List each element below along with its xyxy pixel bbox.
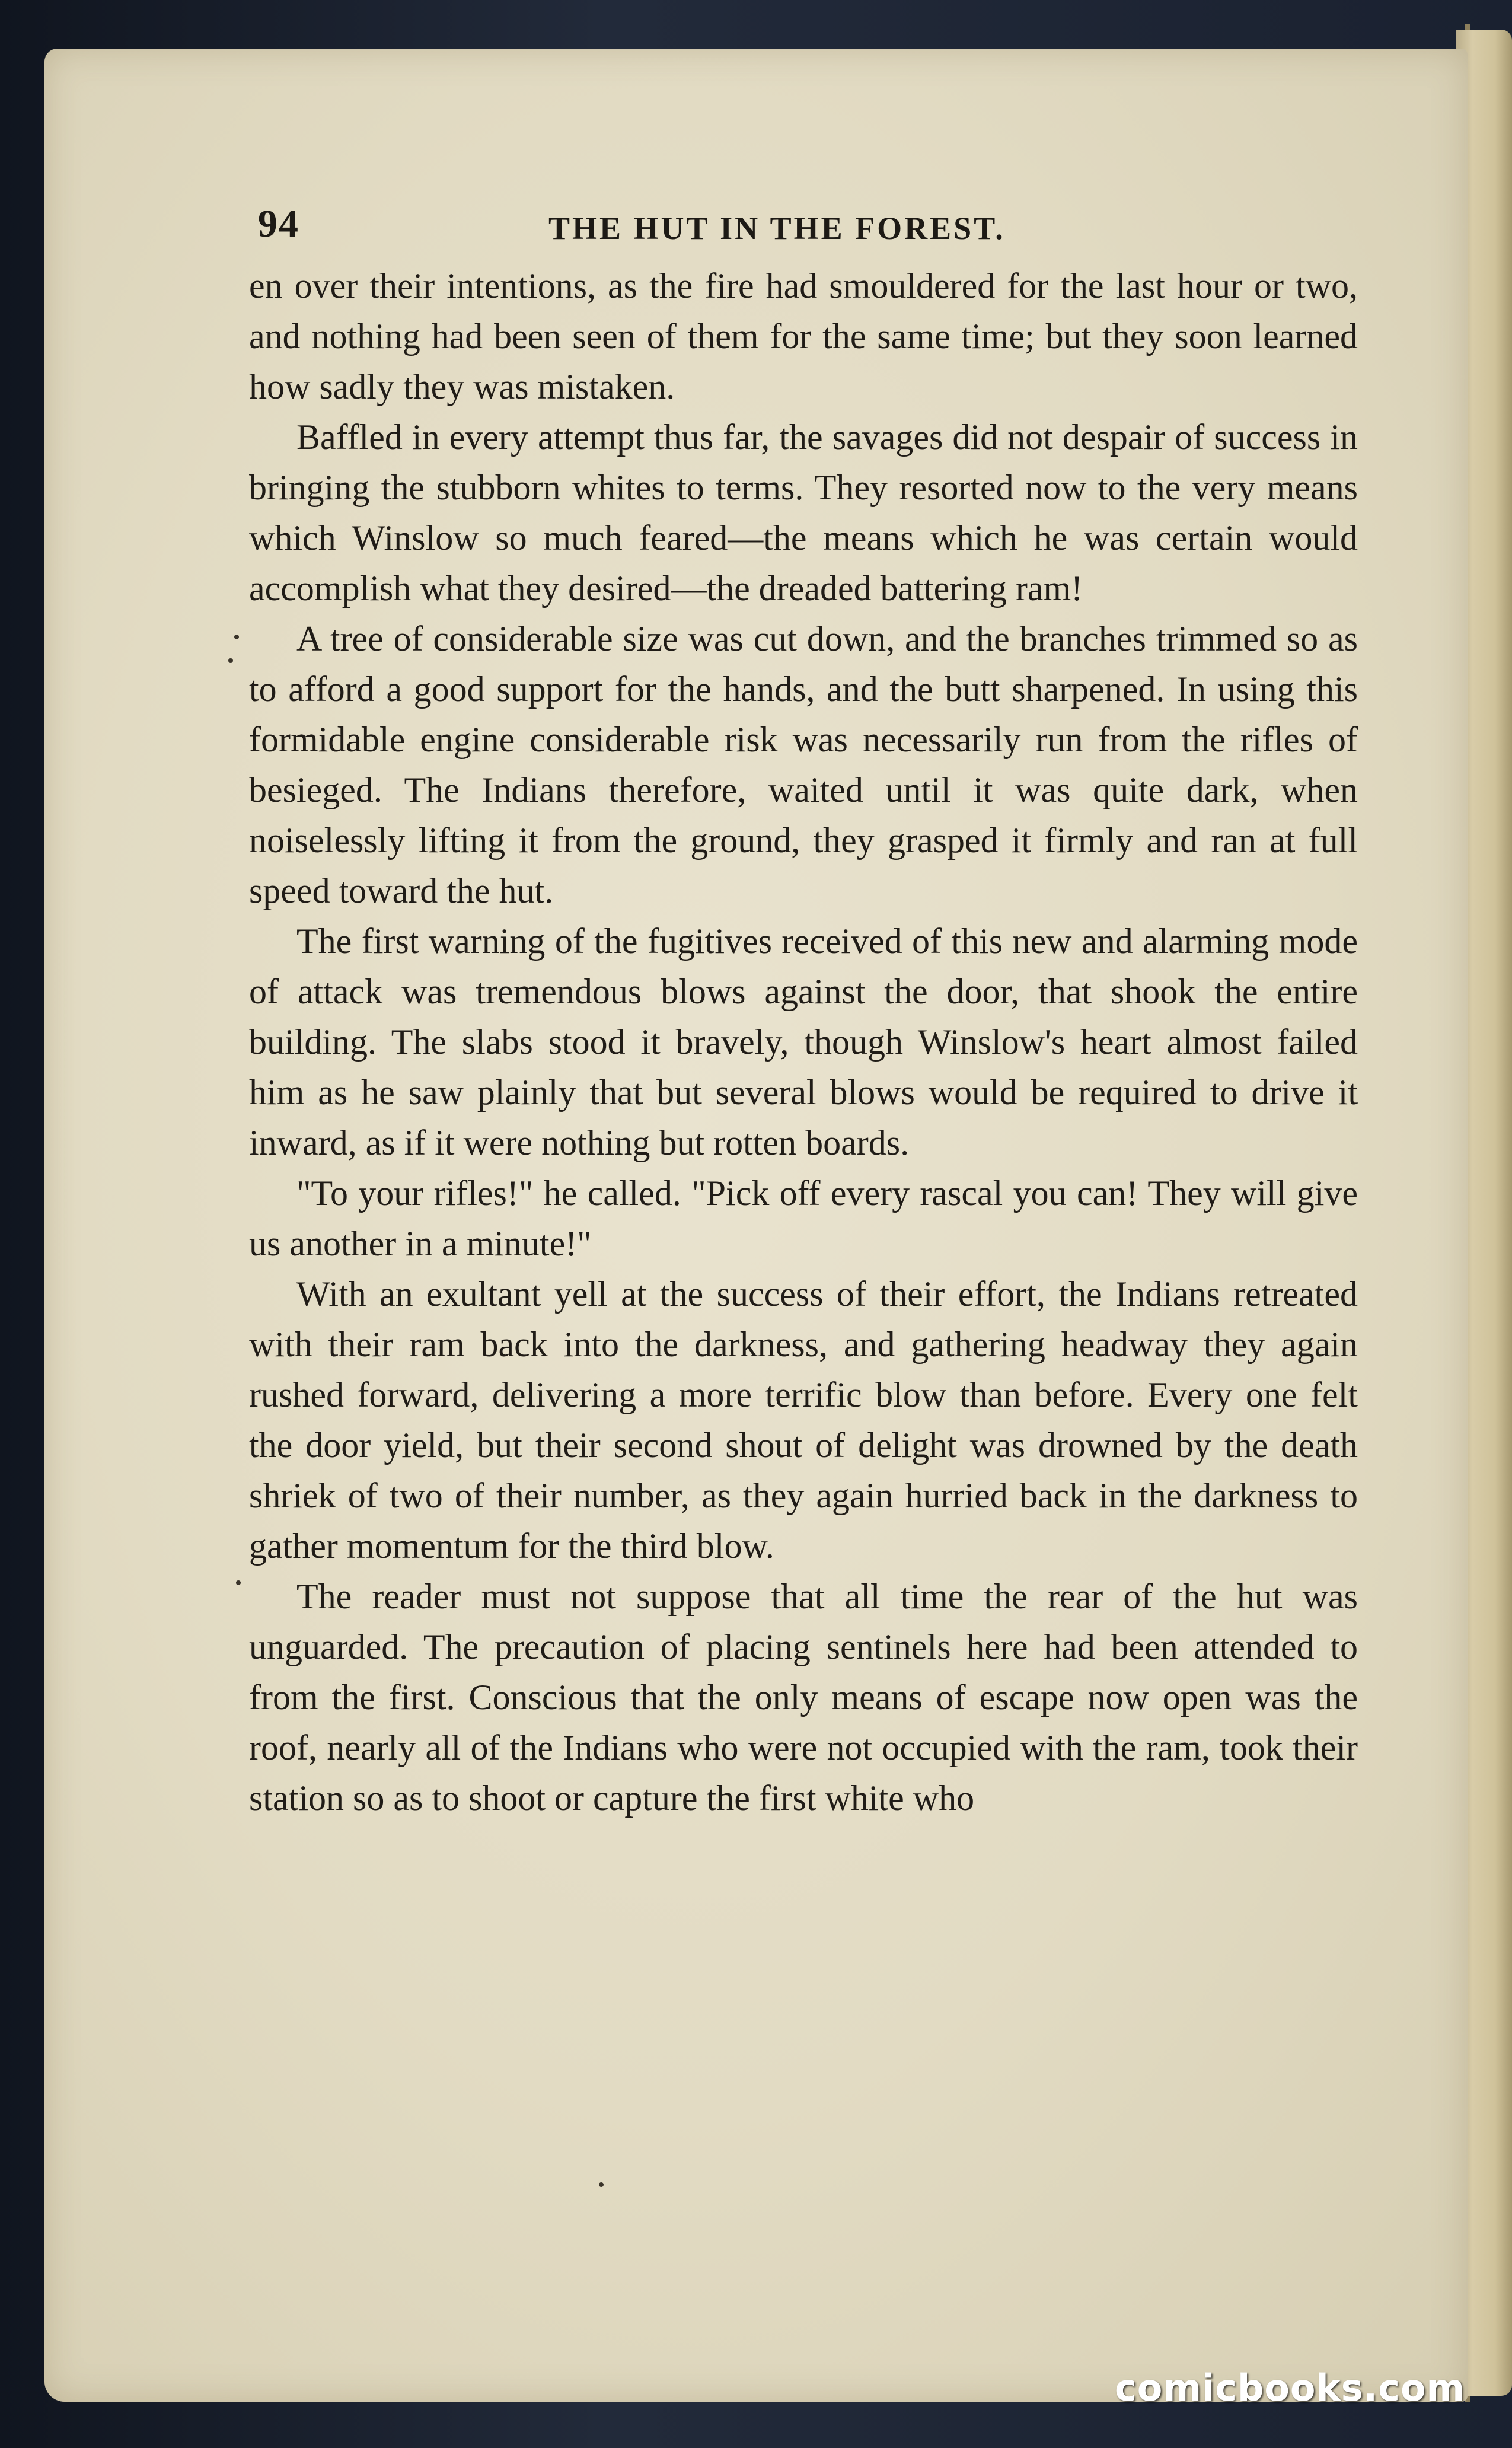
running-title: THE HUT IN THE FOREST. bbox=[548, 211, 1006, 246]
paragraph: "To your rifles!" he called. "Pick off every rascal you can! They will give us another in a minute!" bbox=[249, 1174, 1358, 1263]
body-text bbox=[249, 261, 1358, 1824]
paragraph: Baffled in every attempt thus far, the savages did not despair of success in bringing the stubborn whites to terms. They resorted now to the very means which Winslow so much feared—the means which he was certain would accomplish what they desired—the dreaded battering ram! bbox=[249, 417, 1358, 608]
margin-speck bbox=[599, 2182, 604, 2187]
page-header bbox=[258, 202, 1349, 261]
paragraph: The first warning of the fugitives received of this new and alarming mode of attack was tremendous blows against the door, that shook the entire building. The slabs stood it bravely, though Winslow's heart almost failed him as he saw plainly that but several blows would be required to drive it inward, as if it were nothing but rotten boards. bbox=[249, 922, 1358, 1162]
paragraph: en over their intentions, as the fire had smouldered for the last hour or two, and nothing had been seen of them for the same time; but they soon learned how sadly they was mistaken. bbox=[249, 266, 1358, 406]
page-number: 94 bbox=[258, 202, 299, 246]
paragraph: A tree of considerable size was cut down, and the branches trimmed so as to afford a good support for the hands, and the butt sharpened. In using this formidable engine considerable risk was necessarily run from the rifles of besieged. The Indians therefore, waited until it was quite dark, when noiselessly lifting it from the ground, they grasped it firmly and ran at full speed toward the hut. bbox=[249, 619, 1358, 910]
paragraph: The reader must not suppose that all time the rear of the hut was unguarded. The precaution of placing sentinels here had been attended to from the first. Conscious that the only means of escape now open was the roof, nearly all of the Indians who were not occupied with the ram, took their station so as to shoot or capture the first white who bbox=[249, 1577, 1358, 1818]
margin-speck bbox=[234, 635, 239, 639]
watermark-text: comicbooks.com bbox=[1115, 2366, 1466, 2409]
paragraph: With an exultant yell at the success of their effort, the Indians retreated with their ram back into the darkness, and gathering headway they again rushed forward, delivering a more terrific blow than before. Every one felt the door yield, but their second shout of delight was drowned by the death shriek of two of their number, as they again hurried back in the darkness to gather momentum for the third blow. bbox=[249, 1274, 1358, 1566]
margin-speck bbox=[236, 1580, 241, 1585]
margin-speck bbox=[228, 658, 233, 663]
